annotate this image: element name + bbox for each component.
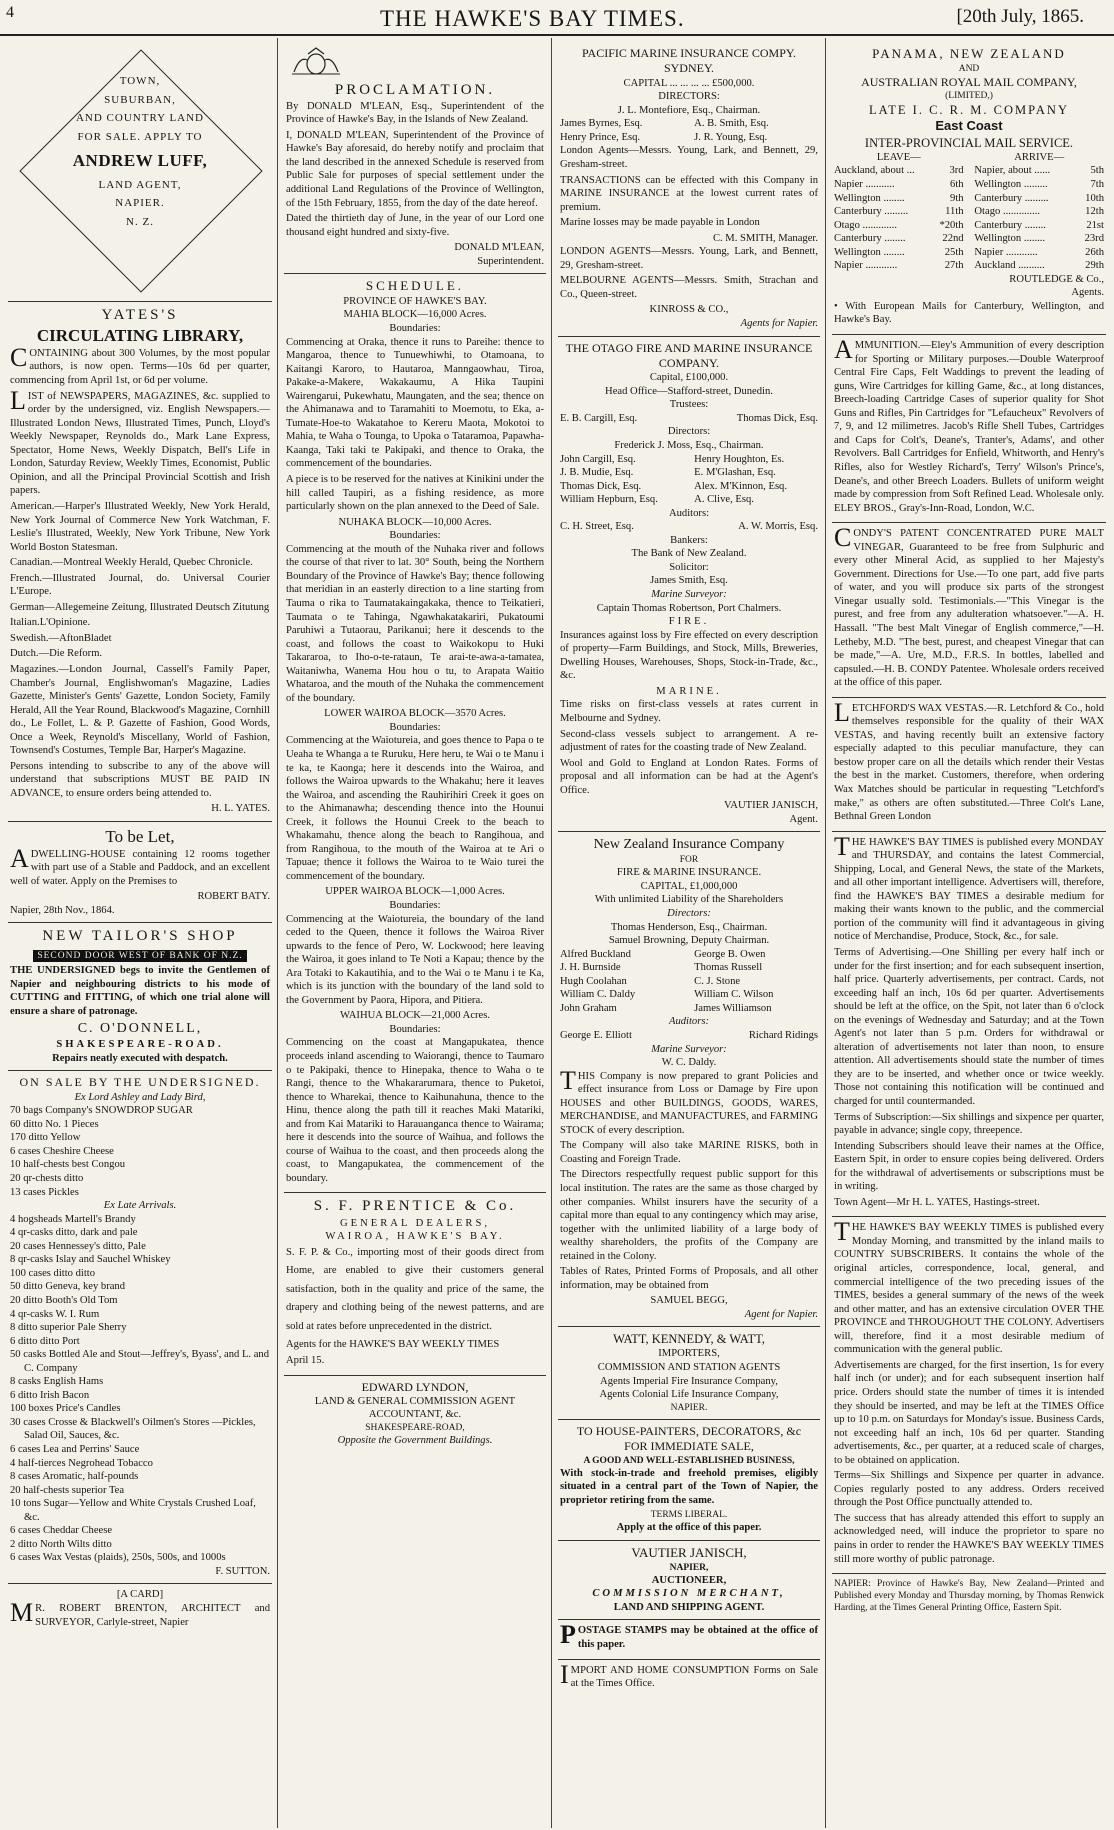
- block-text: Commencing at the Waiotureia, and goes thence to Papa o te Ueaha te Whanga a te Ruruku, Here heru, te Wai o te Manu i te ka, te Kaonga; here it descends into the Wairoa, and follows the Wairoa upwards to the Whakahu; here it leaves the Wairoa, and ascending the Rauhirihiri Creek it goes on to the Ahimanawha; descending thence into the Hounui Creek, it follows the Hounui Creek to the beach to Whakamahu, thence along the beach to Rangihoua, and from Rangihoua, to the mouth of the Wairoa at te Ari o Tapuae; thence it follows the Wairoa to te Waio turei the commencement of the boundary.: [286, 735, 544, 882]
- boundaries-label: Boundaries:: [389, 1023, 441, 1035]
- list-item: 100 boxes Price's Candles: [10, 1403, 121, 1415]
- route-place: Wellington .........: [974, 179, 1048, 191]
- yates-signature: H. L. YATES.: [211, 803, 270, 815]
- route-date: 23rd: [1084, 233, 1104, 245]
- list-item: 2 ditto North Wilts ditto: [10, 1538, 112, 1550]
- list-item: 8 qr-casks Islay and Sauchel Whiskey: [10, 1254, 171, 1266]
- painters-line: A GOOD AND WELL-ESTABLISHED BUSINESS,: [583, 1455, 795, 1466]
- director: A. B. Smith, Esq.: [694, 118, 769, 130]
- trustee: E. B. Cargill, Esq.: [560, 412, 638, 424]
- route-place: Wellington ........: [974, 233, 1046, 245]
- nzins-p3: The Directors respectfully request public support for this local institution. The rates are the same as those charged by other companies. Whilst insurers have the security of a capital more than equal to any contingency which may arise, together with the unlimited liability of a large body of wealthy shareholders, the profits of the Company are retained in the Colony.: [560, 1169, 818, 1262]
- nzins-capital: CAPITAL, £1,000,000: [640, 880, 738, 892]
- auditor: C. H. Street, Esq.: [560, 521, 634, 533]
- otago-office: Head Office—Stafford-street, Dunedin.: [605, 385, 773, 397]
- luff-line: TOWN,: [119, 75, 161, 87]
- proclamation-title: PROCLAMATION.: [334, 81, 496, 98]
- route-date: 27th: [944, 260, 964, 272]
- prentice-sub: WAIROA, HAWKE'S BAY.: [325, 1231, 505, 1243]
- watt-line: Agents Colonial Life Insurance Company,: [599, 1389, 779, 1401]
- route-date: 9th: [950, 192, 964, 204]
- route-date: 21st: [1086, 219, 1104, 231]
- route-date: 7th: [1090, 179, 1104, 191]
- list-item: 30 cases Crosse & Blackwell's Oilmen's Stores —Pickles, Salad Oil, Sauces, &c.: [10, 1416, 256, 1442]
- proclamation-by: By DONALD M'LEAN, Esq., Superintendent of the Province of Hawke's Bay, in the Islands of New Zealand.: [286, 100, 544, 126]
- pacific-p2: Marine losses may be made payable in London: [560, 217, 760, 229]
- route-place: Otago .............: [834, 219, 897, 231]
- route-date: 22nd: [942, 233, 964, 245]
- block-text: Commencing on the coast at Mangapukatea, thence proceeds inland ascending to Waiorangi, thence to Taumaro o te Pakipaki, thence to Hinepaka, thence to Waha o te Rangi, thence to the Whakararumara, thence to Puketoi, thence to Wharekai, thence to Kaihunahuna, thence to the Hinu, thence along the path till it reaches Maki Matariki, and from Kai Matariki to Harauanganca thence to Wairama; here it descends into the source of Waihua, and follows the course of Waihua to the coast, and then proceeds along the coast, to Mangapukatea, the commencement of the boundary.: [286, 1037, 544, 1184]
- route-place: Auckland, about ...: [834, 165, 915, 177]
- route-place: Otago ..............: [974, 206, 1041, 218]
- vautier-line: COMMISSION MERCHANT,: [592, 1588, 786, 1600]
- import-body: IMPORT AND HOME CONSUMPTION Forms on Sale at the Times Office.: [560, 1659, 818, 1690]
- schedule-province: PROVINCE OF HAWKE'S BAY.: [343, 295, 487, 307]
- route-date: 25th: [944, 246, 964, 258]
- royal-arms-icon: [286, 46, 346, 76]
- watt-kennedy-advert: [558, 1327, 820, 1419]
- list-item: 100 cases ditto ditto: [10, 1267, 96, 1279]
- bankers-label: Bankers:: [670, 534, 708, 546]
- column-rule: [277, 38, 278, 1828]
- route-date: 12th: [1085, 206, 1104, 218]
- nzins-liability: With unlimited Liability of the Shareholders: [594, 894, 784, 906]
- panama-mail-advert: [832, 42, 1106, 335]
- panama-title: PANAMA, NEW ZEALAND: [872, 46, 1066, 61]
- postage-advert: [558, 1620, 820, 1659]
- column-rule: [551, 38, 552, 1828]
- painters-terms: TERMS LIBERAL.: [650, 1510, 728, 1521]
- list-item: 10 tons Sugar—Yellow and White Crystals Crushed Loaf, &c.: [10, 1498, 256, 1523]
- page-number: 4: [6, 4, 14, 21]
- director: Thomas Dick, Esq.: [560, 480, 642, 492]
- block-heading: LOWER WAIROA BLOCK—3570 Acres.: [324, 708, 506, 720]
- list-item: 170 ditto Yellow: [10, 1132, 81, 1144]
- pacific-london: London Agents—Messrs. Young, Lark, and Bennett, 29, Gresham-street.: [560, 145, 818, 170]
- to-let-signature: ROBERT BATY.: [197, 891, 270, 903]
- wax-body: LETCHFORD'S WAX VESTAS.—R. Letchford & Co., hold themselves responsible for the quality of their WAX VESTAS, and having recently built an extensive factory especially adapted to this peculiar manufacture, they can bestow proper care on all the details which render their Vestas the best in the market. Customers, therefore, when ordering Wax Matches should be particular in requesting "Letchford's make," as others are often substituted.—Three Colt's Lane, Bethnal Green London: [834, 697, 1104, 823]
- weekly-p2: Advertisements are charged, for the first insertion, 1s for every half inch (or under); and for each subsequent insertion half price. Orders should state the number of times it is intended they should be inserted, and may be left at the TIMES Office up to 10 p.m. on Saturdays for Monday's issue. Business Cards, not exceeding half an inch, 10s 6d per quarter. Standing advertisements, &c., per quarter, at a reduced scale of charges, to be obtained on application.: [834, 1359, 1104, 1466]
- auditors-label: Auditors:: [668, 507, 710, 519]
- vautier-line: AUCTIONEER,: [651, 1574, 727, 1586]
- card-label: [A CARD]: [116, 1589, 164, 1601]
- times-p2: Terms of Advertising.—One Shilling per every half inch or under for the first insertion; and for each subsequent insertion, half price. Quarterly advertisements, per contract. Cards, not exceeding half an inch, 10s 6d per quarter. Advertisements should be left at the office, on the Spit, not later than 6 o'clock on the evenings of Wednesday and Saturday; and at the Town Agent's not later than 5 p.m. Orders for withdrawal or alteration of advertisements not later than noon, to ensure attention. All advertisements should state the number of times they are to be inserted, and whether once or twice weekly. Those not containing this notification will be continued and charged for until countermanded.: [834, 947, 1104, 1108]
- otago-insurance-advert: [558, 337, 820, 833]
- yates-advert: [8, 302, 272, 822]
- route-date: 26th: [1085, 246, 1104, 258]
- list-item: 4 qr-casks W. I. Rum: [10, 1308, 100, 1320]
- auditor: Richard Ridings: [748, 1029, 818, 1041]
- list-item: 70 bags Company's SNOWDROP SUGAR: [10, 1105, 193, 1117]
- list-item: 4 qr-casks ditto, dark and pale: [10, 1227, 138, 1239]
- newspaper-title: THE HAWKE'S BAY TIMES.: [380, 6, 685, 31]
- director: George B. Owen: [694, 948, 766, 960]
- nzins-title: New Zealand Insurance Company: [593, 837, 785, 853]
- ammunition-body: AMMUNITION.—Eley's Ammunition of every description for Sporting or Military purposes.—Double Waterproof Central Fire Caps, Felt Waddings to prevent the leading of guns, Wire Cartridges for killing Game, &c., at long distances, Breech-loading Cartridge Cases of superior quality for Shot Guns and Rifles, Pin Cartridges for "Lefaucheux" Revolvers of 7, 9, and 12 milimetres. Jacob's Rifle Shell Tubes, Cartridges and Caps for Colt's, Deane's, Tranter's, Adams', and other Revolvers. Ball Cartridges for Enfield, Whitworth, and Henry's Rifles, also for Westley Richard's, Terry' Wilson's Prince's, Deane's, and other Breech Loaders. Bullets of uniform weight made by compression from Soft Refined Lead. Wholesale only. ELEY BROS., Gray's-Inn-Road, London, W.C.: [834, 335, 1104, 514]
- directors-label: Directors:: [667, 908, 711, 920]
- marine-label: MARINE.: [656, 685, 722, 697]
- leave-label: LEAVE—: [876, 151, 921, 163]
- sale-subtitle: Ex Lord Ashley and Lady Bird,: [74, 1091, 206, 1103]
- director: James Byrnes, Esq.: [560, 118, 643, 130]
- pacific-insurance-advert: [558, 42, 820, 337]
- route-place: Napier, about ......: [974, 165, 1051, 177]
- painters-body: With stock-in-trade and freehold premises, eligibly situated in a central part of the Town of Napier, the proprietor retiring from the same.: [560, 1467, 818, 1506]
- director: Henry Houghton, Es.: [694, 453, 785, 465]
- director: A. Clive, Esq.: [694, 494, 754, 506]
- imprint-body: NAPIER: Province of Hawke's Bay, New Zealand—Printed and Published every Monday and Thursday morning, by Thomas Renwick Harding, at the Times General Printing Office, Eastern Spit.: [834, 1579, 1104, 1614]
- otago-solicitor: James Smith, Esq.: [650, 575, 728, 587]
- tailor-note: Repairs neatly executed with despatch.: [52, 1052, 228, 1064]
- lyndon-opposite: Opposite the Government Buildings.: [337, 1435, 493, 1447]
- panama-title3: LATE I. C. R. M. COMPANY: [869, 103, 1069, 118]
- watt-line: Agents Imperial Fire Insurance Company,: [600, 1375, 778, 1387]
- otago-capital: Capital, £100,000.: [649, 372, 729, 384]
- yates-french: French.—Illustrated Journal, do. Universal Courier L'Europe.: [10, 572, 270, 598]
- column-2: [284, 42, 546, 1828]
- boundaries-label: Boundaries:: [389, 899, 441, 911]
- director: Hugh Coolahan: [560, 975, 627, 987]
- director: E. M'Glashan, Esq.: [694, 467, 776, 479]
- pacific-capital: CAPITAL ... ... ... ... £500,000.: [623, 77, 755, 89]
- panama-east: East Coast: [935, 118, 1003, 134]
- luff-line: SUBURBAN,: [104, 93, 176, 106]
- route-date: 3rd: [949, 165, 964, 177]
- otago-marine: Time risks on first-class vessels at rates current in Melbourne and Sydney.: [560, 699, 818, 724]
- luff-place: NAPIER.: [115, 197, 165, 210]
- nzins-for: FOR: [679, 855, 699, 866]
- sale-title: ON SALE BY THE UNDERSIGNED.: [19, 1075, 261, 1090]
- ammunition-advert: [832, 335, 1106, 523]
- panama-agents-label: Agents.: [1071, 287, 1104, 299]
- lyndon-role: LAND & GENERAL COMMISSION AGENT ACCOUNTANT, &c.: [314, 1395, 516, 1421]
- yates-title: YATES'S: [101, 307, 179, 323]
- route-place: Napier ............: [974, 246, 1038, 258]
- watt-line: IMPORTERS,: [658, 1348, 720, 1360]
- otago-marine: Second-class vessels subject to arrangement. A re-adjustment of rates for the coasting trade of New Zealand.: [560, 728, 818, 754]
- directors-label: Directors:: [667, 426, 711, 438]
- panama-note: • With European Mails for Canterbury, Wellington, and Hawke's Bay.: [834, 300, 1104, 326]
- list-item: 20 half-chests superior Tea: [10, 1484, 125, 1496]
- lyndon-address: SHAKESPEARE-ROAD,: [365, 1422, 465, 1433]
- boundaries-label: Boundaries:: [389, 530, 441, 542]
- route-place: Napier ............: [834, 260, 898, 272]
- prentice-agents: Agents for the HAWKE'S BAY WEEKLY TIMES: [286, 1339, 500, 1351]
- wax-vestas-advert: [832, 698, 1106, 832]
- route-place: Canterbury ........: [834, 233, 906, 245]
- watt-line: NAPIER.: [670, 1402, 708, 1413]
- list-item: 6 cases Cheshire Cheese: [10, 1145, 114, 1157]
- yates-german: German—Allegemeine Zeitung, Illustrated Deutsch Zitutung: [10, 601, 270, 613]
- vautier-line: LAND AND SHIPPING AGENT.: [613, 1601, 765, 1613]
- proclamation: [284, 42, 546, 274]
- block-text: Commencing at the Waiotureia, the boundary of the land ceded to the Queen, thence it follows the Wairoa River upwards to the fence of Pero, W. Lockwood; here leaving the Wairoa, it goes inland to Te Noti a Kapau; thence by the Ara Totaki to Kakautihia, and to the Wai o te Manu i te Ka, which is its junction with the boundary of the land sold to the Government by Paora, Hipora, and Pitiera.: [286, 913, 544, 1006]
- sale-subtitle: Ex Late Arrivals.: [103, 1200, 177, 1212]
- vinegar-body: CONDY'S PATENT CONCENTRATED PURE MALT VINEGAR, Guaranteed to be free from Sulphuric and every other Mineral Acid, as supplied to her Majesty's Government. Directions for Use.—To one part, add five parts of water, and you will produce six parts of the strongest Vinegar usually sold. Testimonials.—"This Vinegar is the purest, and free from any adulteration whatsoever."—A. H. Hassall. "The best Malt Vinegar of English commerce,"—H. Letheby, M.D. "The best, purest, and cheapest Vinegar that can be made,"—A. Ure, M.D., F.R.S. In bottles, labelled and capsuled.—H. B. CONDY Patentee. Wholesale orders received at the office of this paper.: [834, 523, 1104, 689]
- director: J. B. Mudie, Esq.: [560, 467, 634, 479]
- imprint: [832, 1574, 1106, 1621]
- director: Alex. M'Kinnon, Esq.: [694, 480, 788, 492]
- list-item: 6 cases Lea and Perrins' Sauce: [10, 1443, 140, 1455]
- director: Alfred Buckland: [560, 948, 631, 960]
- column-3: [558, 42, 820, 1828]
- column-1: [8, 42, 272, 1828]
- auditor: George E. Elliott: [560, 1029, 632, 1041]
- boundaries-label: Boundaries:: [389, 721, 441, 733]
- times-notice: [832, 832, 1106, 1218]
- list-item: 8 casks English Hams: [10, 1376, 104, 1388]
- import-forms-advert: [558, 1660, 820, 1698]
- directors-label: DIRECTORS:: [658, 91, 720, 103]
- luff-name: ANDREW LUFF,: [72, 150, 208, 170]
- route-place: Canterbury .........: [974, 192, 1049, 204]
- schedule: [284, 274, 546, 1193]
- director: J. H. Burnside: [560, 962, 621, 974]
- list-item: 20 cases Hennessey's ditto, Pale: [10, 1240, 146, 1252]
- boundaries-label: Boundaries:: [389, 323, 441, 335]
- block-text: Commencing at the mouth of the Nuhaka river and follows the course of that river to lat. 30° South, being the Northern Boundary of the Province of Hawke's Bay; thence following that meridian in an easterly direction to a line starting from Tauma o rika to Taumatakaingakaka, thence to Teikatieri, Taumata o te Tahinga, Ngawhakatakariri, Pukatoumi Paruhiwi a Tutaorau, Parikanui; here it descends to the coast, and follows the coast to Waikokopu to Huki Takararoa, to Iho-o-te-rataun, Te arai-te-awa-a-tamatea, Waitaniwha, Wanema Hou hou o tu, to Arapata Waitio Whataroa, and the mouth of the Nuhaka the commencement of the boundary.: [286, 543, 544, 704]
- sutton-sale-advert: [8, 1071, 272, 1584]
- list-item: 6 ditto ditto Port: [10, 1335, 80, 1347]
- route-date: *20th: [939, 219, 964, 231]
- block-heading: MAHIA BLOCK—16,000 Acres.: [343, 309, 487, 321]
- director: J. R. Young, Esq.: [694, 131, 768, 143]
- lyndon-advert: [284, 1376, 546, 1453]
- block-heading: UPPER WAIROA BLOCK—1,000 Acres.: [325, 886, 505, 898]
- tailor-advert: [8, 923, 272, 1071]
- list-item: 20 qr-chests ditto: [10, 1173, 84, 1185]
- route-date: 5th: [1090, 165, 1104, 177]
- to-let-body: ADWELLING-HOUSE containing 12 rooms together with part use of a Stable and Paddock, and an excellent well of water. Apply on the Premises to: [10, 843, 270, 887]
- list-item: 50 ditto Geneva, key brand: [10, 1281, 126, 1293]
- prentice-title: S. F. PRENTICE & Co.: [313, 1198, 517, 1215]
- pacific-chairman: J. L. Montefiore, Esq., Chairman.: [617, 104, 761, 116]
- block-text: A piece is to be reserved for the natives at Kinikini under the hill called Taupiri, as a fishing residence, as more particularly shown on the plan annexed to the Deed of Sale.: [286, 474, 544, 513]
- yates-subtitle: CIRCULATING LIBRARY,: [36, 326, 244, 346]
- list-item: 4 half-tierces Negrohead Tobacco: [10, 1457, 153, 1469]
- sale-list-1: [10, 1104, 270, 1199]
- trustees-label: Trustees:: [669, 399, 709, 411]
- director: William C. Wilson: [694, 989, 774, 1001]
- list-item: 8 cases Aromatic, half-pounds: [10, 1471, 139, 1483]
- nzins-surveyor: W. C. Daldy.: [661, 1057, 717, 1069]
- director: James Williamson: [694, 1002, 772, 1014]
- route-date: 6th: [950, 179, 964, 191]
- yates-list: LIST of NEWSPAPERS, MAGAZINES, &c. supplied to order by the undersigned, viz. English Newspapers.—Illustrated London News, Illustrated Times, Punch, Lloyd's Weekly Newspaper, Reynolds do., Mark Lane Express, Spectator, Home News, Weekly Dispatch, Bell's Life in London, Saturday Review, Weekly Times, Economist, Public Opinion, and all the Principal Provincial Scottish and Irish papers.: [10, 385, 270, 497]
- panama-agents: ROUTLEDGE & Co.,: [1009, 273, 1104, 285]
- tailor-name: C. O'DONNELL,: [77, 1021, 203, 1037]
- route-place: Wellington ........: [834, 192, 905, 204]
- otago-signature: VAUTIER JANISCH,: [724, 800, 818, 812]
- panama-limited: (LIMITED,): [945, 91, 993, 102]
- director: John Cargill, Esq.: [560, 453, 636, 465]
- painters-advert: [558, 1420, 820, 1541]
- auditor: A. W. Morris, Esq.: [738, 521, 818, 533]
- otago-marine: Wool and Gold to England at London Rates. Forms of proposal and all information can be had at the Agent's Office.: [560, 757, 818, 796]
- nzins-p2: The Company will also take MARINE RISKS, both in Coasting and Foreign Trade.: [560, 1140, 818, 1165]
- director: Henry Prince, Esq.: [560, 131, 641, 143]
- vautier-advert: [558, 1541, 820, 1620]
- watt-line: COMMISSION AND STATION AGENTS: [597, 1361, 781, 1373]
- issue-date: [20th July, 1865.: [956, 6, 1084, 27]
- otago-bank: The Bank of New Zealand.: [631, 548, 747, 560]
- yates-italian: Italian.L'Opinione.: [10, 617, 91, 629]
- route-place: Napier ...........: [834, 179, 895, 191]
- tailor-title: NEW TAILOR'S SHOP: [42, 928, 238, 945]
- route-place: Canterbury .........: [834, 206, 909, 218]
- tailor-banner: SECOND DOOR WEST OF BANK OF N.Z.: [33, 950, 246, 962]
- proclamation-signature: DONALD M'LEAN,: [454, 242, 544, 254]
- luff-advert: [8, 42, 272, 302]
- nzins-sub: FIRE & MARINE INSURANCE.: [616, 867, 762, 879]
- luff-region: N. Z.: [126, 216, 154, 229]
- prentice-advert: [284, 1193, 546, 1375]
- yates-magazines: Magazines.—London Journal, Cassell's Family Paper, Chamber's Journal, Englishwoman's Magazine, Ladies Gazette, Minister's Gents' Gazette, London Society, Family Herald, All the Year Round, Blackwood's Magazine, Cornhill do., Le Follet, L. & P. Gazette of Fashion, Good Words, Once a Week, Reynold's Miscellany, World of Fashion, Townsend's Costumes, Temple Bar, Harper's Magazine.: [10, 663, 270, 757]
- pacific-london2: LONDON AGENTS—Messrs. Young, Lark, and Bennett, 29, Gresham-street.: [560, 246, 818, 271]
- times-p1: THE HAWKE'S BAY TIMES is published every MONDAY and THURSDAY, and contains the latest Commercial, Shipping, Local, and General News, the state of the Markets, and all other important intelligence. Advertisers will, therefore, find the HAWKE'S BAY TIMES a desirable medium for making their wants known to the public, and the commercial portion of the community will find it advantageous in giving notice of Merchandise, Produce, Stock, &c., for sale.: [834, 831, 1104, 943]
- route-place: Auckland ..........: [974, 260, 1045, 272]
- director: John Graham: [560, 1002, 617, 1014]
- list-item: 6 ditto Irish Bacon: [10, 1389, 90, 1401]
- otago-title: THE OTAGO FIRE AND MARINE INSURANCE COMPANY.: [565, 340, 813, 370]
- list-item: 8 ditto superior Pale Sherry: [10, 1322, 127, 1334]
- proclamation-role: Superintendent.: [477, 255, 544, 267]
- proclamation-body: I, DONALD M'LEAN, Superintendent of the Province of Hawke's Bay aforesaid, do hereby notify and proclaim that the land described in the annexed Schedule is reserved from Public Sale for purposes of special settlement under the additional Land Regulations of the Province of Wellington, of the 15th February, 1855, from the day of the date hereof.: [286, 129, 544, 209]
- tailor-address: SHAKESPEARE-ROAD.: [56, 1039, 224, 1051]
- weekly-p4: The success that has already attended this effort to supply an acknowledged need, will induce the proprietor to spare no pains in order to render the HAWKE'S BAY WEEKLY TIMES still more worthy of public patronage.: [834, 1512, 1104, 1565]
- list-item: 6 cases Wax Vestas (plaids), 250s, 500s, and 1000s: [10, 1552, 226, 1564]
- route-place: Wellington ........: [834, 246, 905, 258]
- prentice-body: S. F. P. & Co., importing most of their goods direct from Home, are enabled to give their customers general satisfaction, both in the quality and price of the same, the drapery and clothing being of the newest patterns, and are sold at rates before unprecedented in the district.: [286, 1246, 544, 1332]
- nzins-p1: THIS Company is now prepared to grant Policies and effect insurance from Loss or Damage by Fire upon HOUSES and other BUILDINGS, GOODS, WARES, MERCHANDISE, and MANUFACTURES, and FARMING STOCK of every description.: [560, 1065, 818, 1136]
- yates-notice: Persons intending to subscribe to any of the above will understand that subscriptions MUST BE PAID IN ADVANCE, to ensure orders being attended to.: [10, 760, 270, 799]
- weekly-times-notice: [832, 1217, 1106, 1574]
- trustee: Thomas Dick, Esq.: [736, 412, 818, 424]
- director: William C. Daldy: [560, 989, 636, 1001]
- brenton-body: MR. ROBERT BRENTON, ARCHITECT and SURVEYOR, Carlyle-street, Napier: [10, 1597, 270, 1628]
- solicitor-label: Solicitor:: [669, 561, 709, 573]
- yates-american: American.—Harper's Illustrated Weekly, New York Herald, New York Journal of Commerce New York Watchman, F. Leslie's Illustrated, Weekly, New York Tribune, New York World Boston Statesman.: [10, 500, 270, 553]
- times-p4: Intending Subscribers should leave their names at the Office, Eastern Spit, in order to ensure copies being delivered. Orders for the withdrawal of advertisements or subscriptions must be in writing.: [834, 1140, 1104, 1193]
- list-item: 6 cases Cheddar Cheese: [10, 1525, 113, 1537]
- luff-role: LAND AGENT,: [98, 178, 182, 191]
- list-item: 20 ditto Booth's Old Tom: [10, 1294, 118, 1306]
- luff-line: AND COUNTRY LAND: [75, 112, 205, 125]
- pacific-melbourne: MELBOURNE AGENTS—Messrs. Smith, Strachan and Co., Queen-street.: [560, 275, 818, 300]
- otago-chairman: Frederick J. Moss, Esq., Chairman.: [614, 440, 764, 452]
- masthead: [0, 0, 1114, 36]
- watt-title: WATT, KENNEDY, & WATT,: [613, 1332, 765, 1347]
- arrive-label: ARRIVE—: [1014, 151, 1065, 163]
- sale-list-2: [10, 1213, 270, 1565]
- surveyor-label: Marine Surveyor:: [651, 1043, 727, 1055]
- tailor-body: THE UNDERSIGNED begs to invite the Gentlemen of Napier and neighbouring districts to his mode of CUTTING and FITTING, of which one trial alone will ensure a share of patronage.: [10, 965, 270, 1017]
- brenton-card: [8, 1584, 272, 1636]
- director: William Hepburn, Esq.: [560, 494, 658, 506]
- list-item: 4 hogsheads Martell's Brandy: [10, 1213, 136, 1225]
- surveyor-label: Marine Surveyor:: [651, 589, 727, 601]
- route-date: 10th: [1085, 192, 1104, 204]
- painters-sub: FOR IMMEDIATE SALE,: [624, 1439, 754, 1454]
- fire-label: FIRE.: [668, 616, 710, 628]
- block-text: Commencing at Oraka, thence it runs to Pareihe: thence to Mangaroa, thence to Tunuewhiwhi, to Otamoana, to Kaitangi Karoro, to Hautaroa, Manngaowhau, Tiroa, Pakake-a-Makere, Wakakaumu, A Hika Taupini Wairengarui, Pukewhatu, Maungaten, and the sea; thence on the Ahimanawa and to Taramahiti to Moemotu, to Eka, a-Tumate-Hoe-to Wakatahoe to Kereru Maota, Mokotoi to Mahia, te Waha o Tounga, to Upoka o Tataramoa, Papawha-Kaanga, Taki taki te Pakipaki, and thence to Oraka, the commencement of the boundaries.: [286, 336, 544, 470]
- to-let-title: To be Let,: [105, 826, 175, 846]
- vinegar-advert: [832, 523, 1106, 698]
- painters-apply: Apply at the office of this paper.: [616, 1522, 762, 1534]
- column-rule: [825, 38, 826, 1828]
- pacific-title: PACIFIC MARINE INSURANCE COMPY. SYDNEY.: [581, 46, 797, 76]
- pacific-agents-note: Agents for Napier.: [740, 318, 818, 330]
- nzins-signature: SAMUEL BEGG,: [650, 1295, 728, 1307]
- list-item: 10 half-chests best Congou: [10, 1159, 126, 1171]
- schedule-title: SCHEDULE.: [365, 278, 465, 294]
- list-item: 60 ditto No. 1 Pieces: [10, 1118, 99, 1130]
- otago-fire: Insurances against loss by Fire effected on every description of property—Farm Buildings, and Stock, Mills, Breweries, Dwelling Houses, Warehouses, Shops, Stock-in-Trade, &c., &c.: [560, 629, 818, 682]
- otago-signature-role: Agent.: [789, 813, 818, 825]
- vautier-line: NAPIER,: [669, 1562, 709, 1573]
- nz-insurance-advert: [558, 832, 820, 1327]
- sale-signature: F. SUTTON.: [215, 1565, 270, 1577]
- to-let-date: Napier, 28th Nov., 1864.: [10, 904, 115, 916]
- list-item: 50 casks Bottled Ale and Stout—Jeffrey's, Byass', and L. and C. Company: [10, 1349, 270, 1374]
- pacific-manager: C. M. SMITH, Manager.: [712, 232, 818, 244]
- director: Thomas Russell: [694, 962, 763, 974]
- prentice-sub: GENERAL DEALERS,: [339, 1217, 490, 1229]
- yates-dutch: Dutch.—Die Reform.: [10, 648, 103, 660]
- otago-surveyor: Captain Thomas Robertson, Port Chalmers.: [596, 602, 782, 614]
- weekly-p1: THE HAWKE'S BAY WEEKLY TIMES is published every Monday Morning, and transmitted by the inland mails to COUNTRY SUBSCRIBERS. It contains the whole of the original articles, correspondence, local, general, and commercial intelligence of the two preceding issues of the TIMES, besides a general summary of the news of the week and other matter, and has an extensive circulation OVER THE PROVINCE and THROUGHOUT THE COLONY. Advertisers will, therefore, find it a most desirable medium of communication with the general public.: [834, 1217, 1104, 1356]
- nzins-deputy: Samuel Browning, Deputy Chairman.: [608, 935, 770, 947]
- director: C. J. Stone: [694, 975, 741, 987]
- proclamation-dated: Dated the thirtieth day of June, in the year of our Lord one thousand eight hundred and sixty-five.: [286, 213, 544, 238]
- auditors-label: Auditors:: [668, 1016, 710, 1028]
- yates-intro: CONTAINING about 300 Volumes, by the most popular authors, is now open. Terms—10s 6d per quarter, commencing from April 1st, or 6d per volume.: [10, 342, 270, 387]
- pacific-agents: KINROSS & CO.,: [649, 304, 729, 316]
- diamond-frame: [20, 50, 260, 290]
- panama-inter: INTER-PROVINCIAL MAIL SERVICE.: [864, 135, 1074, 150]
- route-date: 11th: [945, 206, 964, 218]
- block-heading: NUHAKA BLOCK—10,000 Acres.: [338, 516, 492, 528]
- nzins-p4: Tables of Rates, Printed Forms of Proposals, and all other information, may be obtained from: [560, 1266, 818, 1291]
- to-let-advert: [8, 822, 272, 923]
- times-p5: Town Agent—Mr H. L. YATES, Hastings-street.: [834, 1196, 1040, 1208]
- yates-canadian: Canadian.—Montreal Weekly Herald, Quebec Chronicle.: [10, 557, 253, 569]
- painters-title: TO HOUSE-PAINTERS, DECORATORS, &c: [576, 1423, 802, 1438]
- route-date: 29th: [1085, 260, 1104, 272]
- postage-body: POSTAGE STAMPS may be obtained at the office of this paper.: [560, 1620, 818, 1650]
- times-p3: Terms of Subscription:—Six shillings and sixpence per quarter, payable in advance; single copy, threepence.: [834, 1111, 1104, 1137]
- nzins-chairman: Thomas Henderson, Esq., Chairman.: [610, 921, 768, 933]
- nzins-signature-role: Agent for Napier.: [744, 1308, 818, 1320]
- weekly-p3: Terms—Six Shillings and Sixpence per quarter in advance. Copies regularly posted to any address. Orders received through the Post Office punctually attended to.: [834, 1470, 1104, 1509]
- luff-line: FOR SALE. APPLY TO: [77, 131, 203, 144]
- list-item: 13 cases Pickles: [10, 1186, 79, 1198]
- panama-and: AND: [958, 63, 980, 74]
- pacific-p1: TRANSACTIONS can be effected with this Company in MARINE INSURANCE at the lowest current rates of premium.: [560, 174, 818, 213]
- prentice-date: April 15.: [286, 1354, 325, 1366]
- column-4: [832, 42, 1106, 1828]
- yates-swedish: Swedish.—AftonBladet: [10, 632, 112, 644]
- block-heading: WAIHUA BLOCK—21,000 Acres.: [339, 1010, 491, 1022]
- lyndon-name: EDWARD LYNDON,: [361, 1379, 469, 1394]
- panama-title2: AUSTRALIAN ROYAL MAIL COMPANY,: [861, 74, 1077, 89]
- route-place: Canterbury ........: [974, 219, 1046, 231]
- vautier-name: VAUTIER JANISCH,: [631, 1545, 747, 1560]
